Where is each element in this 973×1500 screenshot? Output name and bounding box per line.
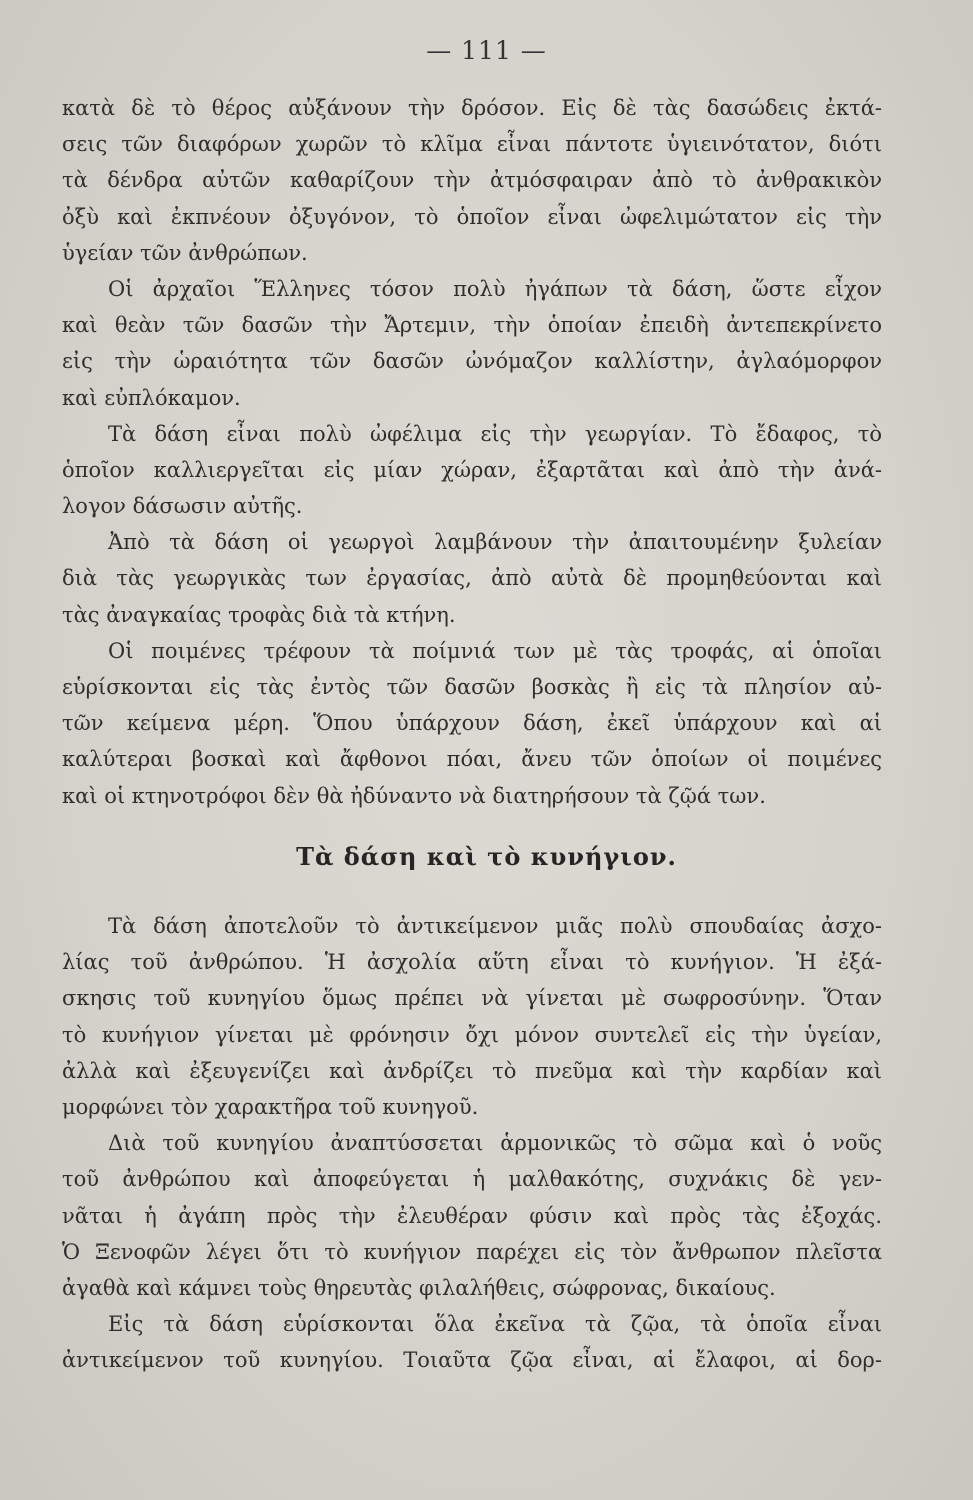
text-line: τοῦ ἀνθρώπου καὶ ἀποφεύγεται ἡ μαλθακότης, συχνάκις δὲ γεν- <box>62 1167 882 1192</box>
text-line: ἀλλὰ καὶ ἐξευγενίζει καὶ ἀνδρίζει τὸ πνεῦμα καὶ τὴν καρδίαν καὶ <box>62 1058 882 1083</box>
text-line: Ὁ Ξενοφῶν λέγει ὅτι τὸ κυνήγιον παρέχει εἰς τὸν ἄνθρωπον πλεῖστα <box>62 1239 882 1264</box>
text-line: ἀντικείμενον τοῦ κυνηγίου. Τοιαῦτα ζῷα εἶναι, αἱ ἔλαφοι, αἱ δορ- <box>62 1348 882 1373</box>
text-line: τὸ κυνήγιον γίνεται μὲ φρόνησιν ὄχι μόνον συντελεῖ εἰς τὴν ὑγείαν, <box>62 1022 882 1047</box>
text-line: τῶν κείμενα μέρη. Ὅπου ὑπάρχουν δάση, ἐκεῖ ὑπάρχουν καὶ αἱ <box>62 711 882 736</box>
text-line: καὶ οἱ κτηνοτρόφοι δὲν θὰ ἠδύναντο νὰ διατηρήσουν τὰ ζῷά των. <box>62 783 766 808</box>
text-line: κατὰ δὲ τὸ θέρος αὐξάνουν τὴν δρόσον. Εἰς δὲ τὰς δασώδεις ἐκτά- <box>62 96 882 120</box>
text-line: Τὰ δάση ἀποτελοῦν τὸ ἀντικείμενον μιᾶς πολὺ σπουδαίας ἀσχο- <box>108 914 882 938</box>
text-line: τὰ δένδρα αὐτῶν καθαρίζουν τὴν ἀτμόσφαιραν ἀπὸ τὸ ἀνθρακικὸν <box>62 168 882 193</box>
text-line: Διὰ τοῦ κυνηγίου ἀναπτύσσεται ἁρμονικῶς τὸ σῶμα καὶ ὁ νοῦς <box>108 1131 882 1156</box>
text-block-forests <box>62 90 882 814</box>
text-line: σεις τῶν διαφόρων χωρῶν τὸ κλῖμα εἶναι πάντοτε ὑγιεινότατον, διότι <box>62 132 882 157</box>
text-line: μορφώνει τὸν χαρακτῆρα τοῦ κυνηγοῦ. <box>62 1094 479 1119</box>
text-line: σκησις τοῦ κυνηγίου ὅμως πρέπει νὰ γίνεται μὲ σωφροσύνην. Ὅταν <box>62 986 882 1011</box>
text-line: Εἰς τὰ δάση εὑρίσκονται ὅλα ἐκεῖνα τὰ ζῷα, τὰ ὁποῖα εἶναι <box>108 1312 882 1337</box>
text-line: ὀξὺ καὶ ἐκπνέουν ὀξυγόνον, τὸ ὁποῖον εἶναι ὠφελιμώτατον εἰς τὴν <box>62 204 882 229</box>
text-line: καλύτεραι βοσκαὶ καὶ ἄφθονοι πόαι, ἄνευ τῶν ὁποίων οἱ ποιμένες <box>62 747 882 772</box>
text-line: Ἀπὸ τὰ δάση οἱ γεωργοὶ λαμβάνουν τὴν ἀπαιτουμένην ξυλείαν <box>108 530 882 555</box>
text-line: Οἱ ἀρχαῖοι Ἕλληνες τόσον πολὺ ἠγάπων τὰ δάση, ὥστε εἶχον <box>108 276 882 301</box>
text-line: ἀγαθὰ καὶ κάμνει τοὺς θηρευτὰς φιλαλήθεις, σώφρονας, δικαίους. <box>62 1275 776 1300</box>
text-line: καὶ θεὰν τῶν δασῶν τὴν Ἄρτεμιν, τὴν ὁποίαν ἐπειδὴ ἀντεπεκρίνετο <box>62 313 882 338</box>
section-heading: Τὰ δάση καὶ τὸ κυνήγιον. <box>296 842 677 871</box>
text-line: τὰς ἀναγκαίας τροφὰς διὰ τὰ κτήνη. <box>62 602 456 627</box>
text-line: εἰς τὴν ὡραιότητα τῶν δασῶν ὠνόμαζον καλλίστην, ἀγλαόμορφον <box>62 349 882 374</box>
text-line: ὑγείαν τῶν ἀνθρώπων. <box>62 240 308 265</box>
text-line: λίας τοῦ ἀνθρώπου. Ἡ ἀσχολία αὕτη εἶναι τὸ κυνήγιον. Ἡ ἐξά- <box>62 950 882 975</box>
text-line: λογον δάσωσιν αὐτῆς. <box>62 494 303 519</box>
text-line: καὶ εὐπλόκαμον. <box>62 385 241 410</box>
text-line: Τὰ δάση εἶναι πολὺ ὠφέλιμα εἰς τὴν γεωργίαν. Τὸ ἔδαφος, τὸ <box>108 421 882 446</box>
text-block-hunting <box>62 908 882 1378</box>
text-line: νᾶται ἡ ἀγάπη πρὸς τὴν ἐλευθέραν φύσιν καὶ πρὸς τὰς ἐξοχάς. <box>62 1203 882 1228</box>
text-line: διὰ τὰς γεωργικὰς των ἐργασίας, ἀπὸ αὐτὰ δὲ προμηθεύονται καὶ <box>62 566 882 591</box>
page-number: — 111 — <box>426 36 547 65</box>
text-line: ὁποῖον καλλιεργεῖται εἰς μίαν χώραν, ἐξαρτᾶται καὶ ἀπὸ τὴν ἀνά- <box>62 457 882 482</box>
text-line: εὑρίσκονται εἰς τὰς ἐντὸς τῶν δασῶν βοσκὰς ἢ εἰς τὰ πλησίον αὐ- <box>62 675 882 699</box>
text-line: Οἱ ποιμένες τρέφουν τὰ ποίμνιά των μὲ τὰς τροφάς, αἱ ὁποῖαι <box>108 638 882 663</box>
